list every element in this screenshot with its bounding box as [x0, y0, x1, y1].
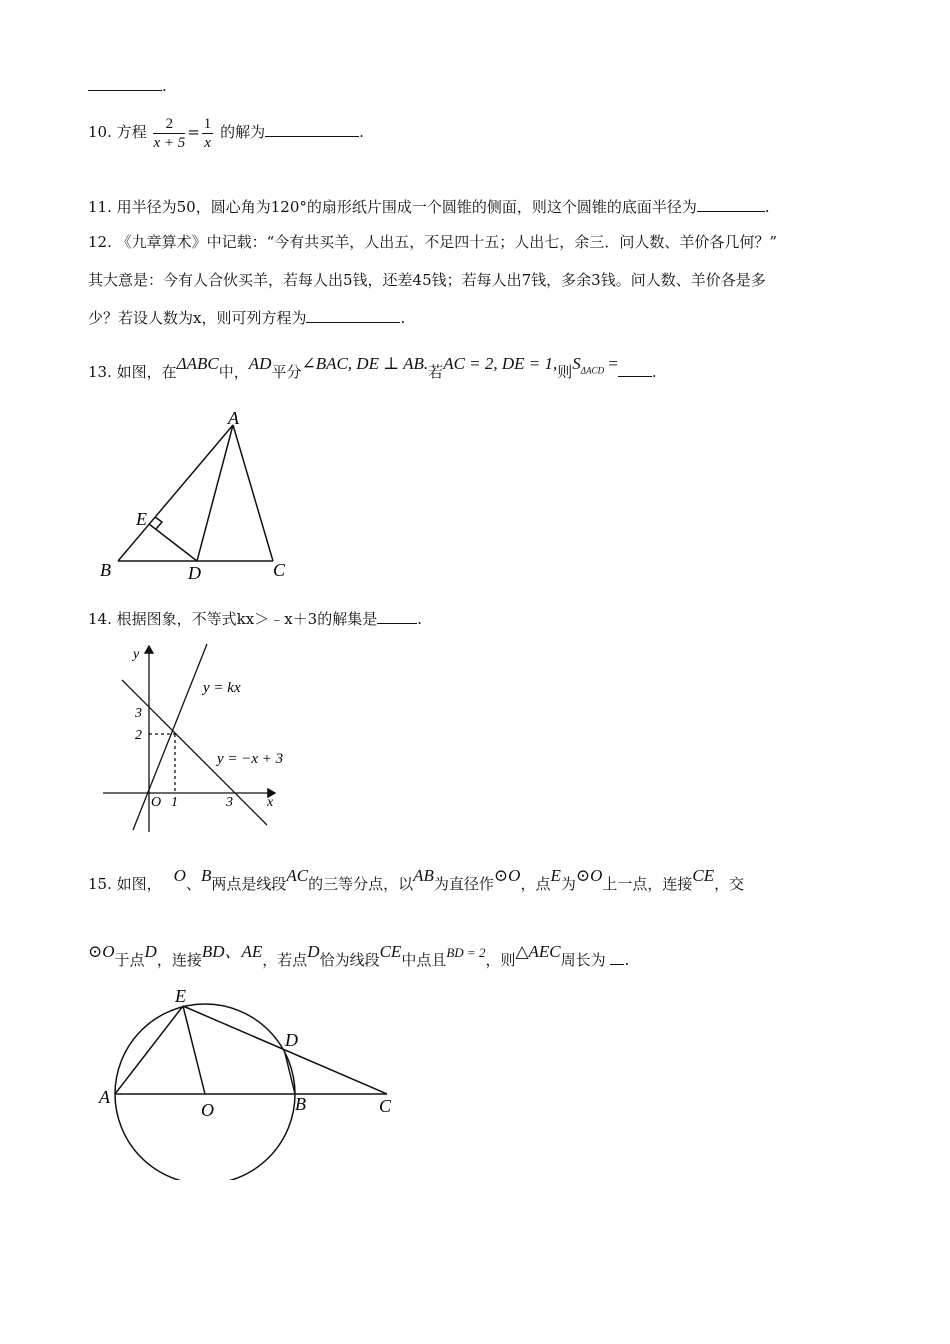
fraction-numerator: 2 — [153, 115, 185, 134]
question-text: 如图，在 — [116, 363, 177, 381]
question-number: 13. — [88, 363, 112, 381]
period: . — [400, 309, 406, 327]
math-area: $S_{\Delta ACD}$ = — [572, 354, 618, 376]
question-text: ，点 — [520, 875, 551, 893]
question-12-line-3 — [88, 308, 405, 328]
axis-label-y: y — [133, 647, 140, 662]
math-condition: ∠BAC, DE ⊥ AB. — [301, 354, 429, 373]
right-angle-mark — [155, 517, 162, 529]
question-text: 的解为 — [220, 123, 266, 141]
math-bd-value: BD = 2 — [446, 945, 486, 960]
math-ce: CE — [379, 942, 402, 961]
question-14 — [88, 609, 422, 629]
question-11 — [88, 197, 770, 217]
period: . — [624, 951, 630, 969]
answer-blank — [697, 197, 765, 212]
answer-blank — [610, 950, 624, 965]
label-e: E — [175, 986, 186, 1006]
tick-y-3: 3 — [135, 706, 142, 721]
question-text: 其大意是：今有人合伙买羊，若每人出5钱，还差45钱；若每人出7钱，多余3钱。问人数、羊价各是多 — [88, 271, 766, 289]
question-number: 10. — [88, 123, 112, 141]
equals-sign: = — [187, 123, 200, 141]
question-text: ，连接 — [156, 951, 202, 969]
fraction-left — [153, 115, 185, 152]
math-d: D — [144, 942, 157, 961]
label-b: B — [100, 560, 111, 580]
question-text: 为 — [560, 875, 576, 893]
question-text: 若 — [428, 363, 444, 381]
math-b: B — [200, 866, 212, 885]
math-d: D — [307, 942, 320, 961]
question-number: 12. — [88, 233, 112, 251]
question-text: 少？若设人数为x，则可列方程为 — [88, 309, 307, 327]
label-o: O — [201, 1100, 214, 1120]
question-text: 根据图象，不等式kx＞﹣x＋3的解集是 — [116, 610, 378, 628]
period: . — [764, 198, 770, 216]
period: . — [359, 123, 364, 141]
segment-bd — [284, 1049, 295, 1094]
label-y-equals-kx: y = kx — [203, 680, 241, 696]
question-text: 《九章算术》中记载：“今有共买羊，人出五，不足四十五；人出七，余三．问人数、羊价各几何？” — [116, 233, 777, 251]
segment-de — [149, 524, 197, 561]
math-circle-o: ⊙O — [575, 866, 603, 885]
period: . — [162, 77, 167, 95]
question-text: ，则 — [485, 951, 516, 969]
question-number: 14. — [88, 610, 112, 628]
math-circle-o: ⊙O — [493, 866, 521, 885]
label-e: E — [136, 509, 147, 529]
origin-label: O — [151, 795, 162, 810]
label-a: A — [228, 408, 239, 428]
fraction-denominator: x — [204, 134, 211, 151]
segment-ac — [233, 425, 273, 561]
math-ad: AD — [248, 354, 272, 373]
question-text: 中点且 — [401, 951, 447, 969]
math-o: O — [173, 866, 186, 885]
tick-x-1: 1 — [171, 795, 178, 810]
label-d: D — [285, 1030, 298, 1050]
math-circle-o: ⊙O — [88, 942, 115, 961]
label-c: C — [273, 560, 286, 580]
math-ab: AB — [413, 866, 434, 885]
figure-line-graph — [95, 640, 295, 840]
math-e: E — [550, 866, 561, 885]
prev-answer-line — [88, 76, 167, 96]
figure-circle-o — [95, 980, 415, 1180]
question-text: 周长为 — [560, 951, 606, 969]
question-text: 的三等分点，以 — [308, 875, 414, 893]
question-text: 上一点，连接 — [602, 875, 693, 893]
math-ce: CE — [692, 866, 715, 885]
question-number: 15. — [88, 875, 112, 893]
segment-ae — [115, 1006, 183, 1094]
fraction-denominator: x + 5 — [153, 134, 186, 151]
question-13 — [88, 346, 657, 390]
math-bd-ae: BD、AE — [201, 942, 263, 961]
fraction-right — [202, 115, 214, 152]
question-15-line-2 — [88, 934, 629, 978]
label-a: A — [99, 1087, 110, 1107]
answer-blank — [377, 609, 417, 624]
math-triangle-abc: ΔABC — [176, 354, 219, 373]
question-text: 、 — [185, 875, 201, 893]
tick-y-2: 2 — [135, 728, 142, 743]
label-b: B — [295, 1094, 306, 1114]
answer-blank — [306, 308, 400, 323]
question-text: 方程 — [116, 123, 147, 141]
question-12-line-2 — [88, 270, 766, 290]
label-d: D — [188, 563, 201, 583]
question-text: 用半径为50，圆心角为120°的扇形纸片围成一个圆锥的侧面，则这个圆锥的底面半径为 — [116, 198, 697, 216]
question-text: ，若点 — [262, 951, 308, 969]
question-text: 为直径作 — [433, 875, 494, 893]
answer-blank — [618, 362, 652, 377]
axis-label-x: x — [267, 795, 274, 810]
question-text: 两点是线段 — [211, 875, 287, 893]
math-ac: AC — [286, 866, 309, 885]
segment-eo — [183, 1006, 205, 1094]
question-text: 则 — [557, 363, 573, 381]
question-text: 平分 — [271, 363, 302, 381]
answer-blank — [88, 76, 162, 91]
figure-triangle-abc — [90, 400, 310, 590]
question-text: 中， — [218, 363, 249, 381]
math-values: AC = 2, DE = 1, — [443, 354, 558, 373]
math-triangle-aec: △AEC — [515, 942, 561, 961]
question-text: 于点 — [114, 951, 145, 969]
question-number: 11. — [88, 198, 112, 216]
question-text: 如图， — [116, 875, 162, 893]
question-12-line-1 — [88, 232, 777, 252]
question-text: 恰为线段 — [319, 951, 380, 969]
question-15-line-1 — [88, 858, 744, 902]
fraction-numerator: 1 — [203, 115, 212, 132]
period: . — [417, 610, 422, 628]
line-y-equals-kx — [133, 644, 207, 830]
answer-blank — [265, 122, 359, 137]
label-y-equals-neg-x-plus-3: y = −x + 3 — [217, 751, 284, 767]
question-10 — [88, 110, 364, 154]
label-c: C — [379, 1096, 392, 1116]
question-text: ，交 — [714, 875, 745, 893]
period: . — [651, 363, 657, 381]
tick-x-3: 3 — [226, 795, 233, 810]
